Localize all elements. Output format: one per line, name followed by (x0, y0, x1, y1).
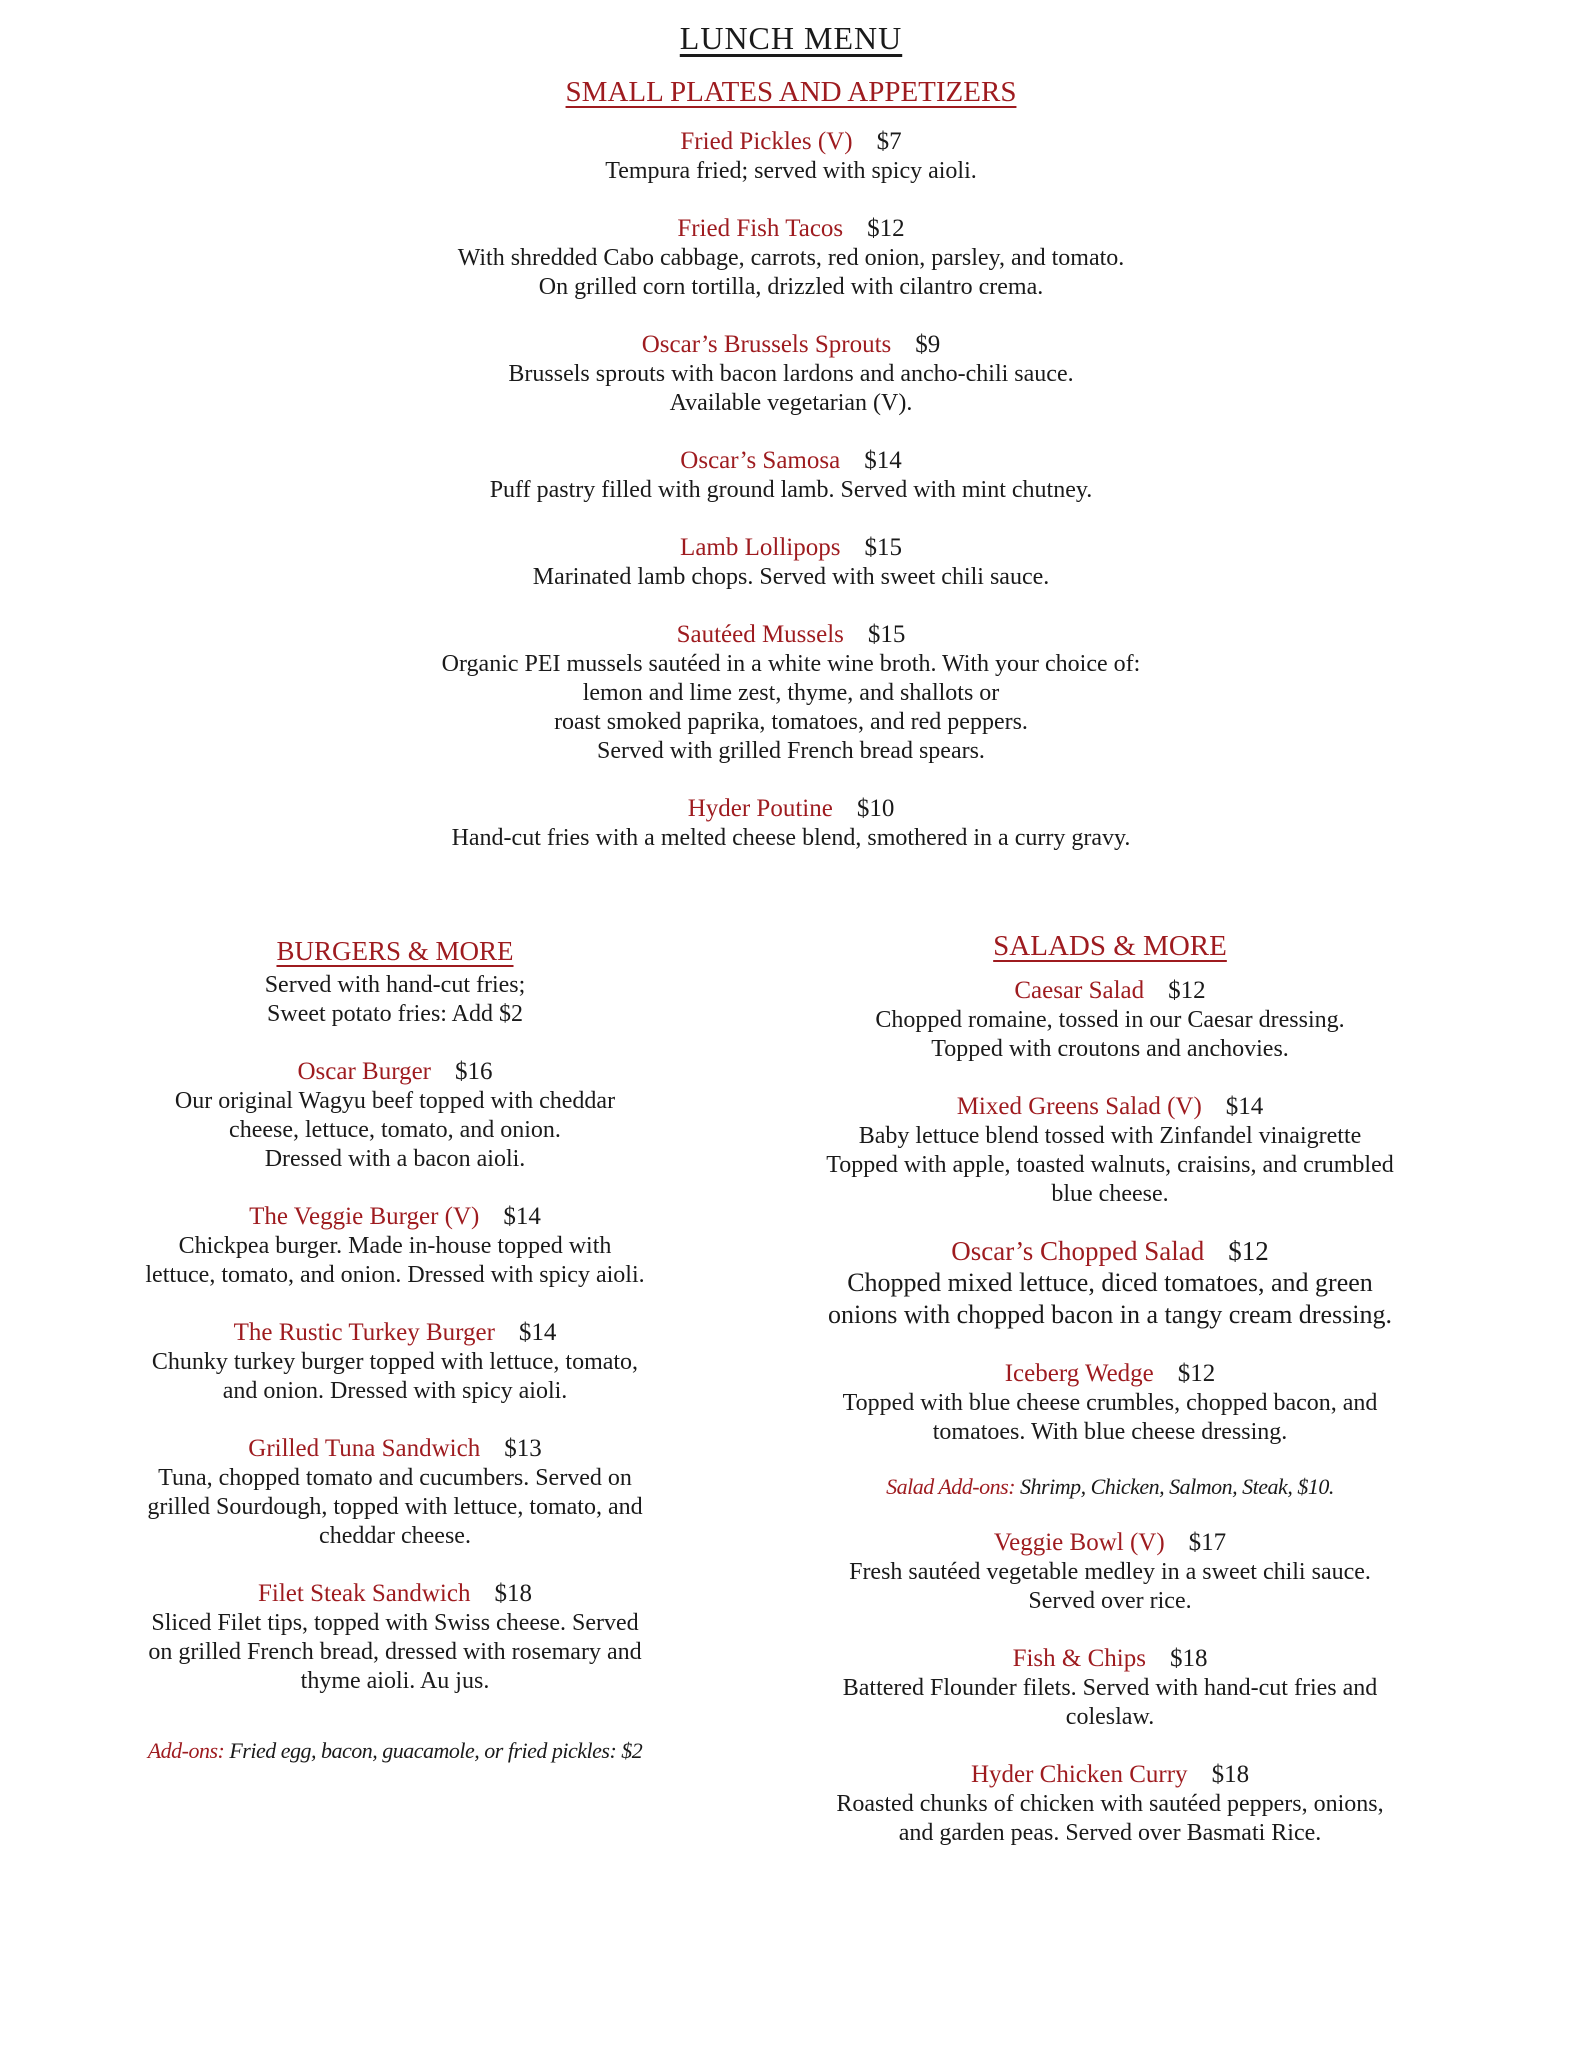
menu-item (790, 1236, 1430, 1331)
desc-line: Marinated lamb chops. Served with sweet chili sauce. (532, 564, 1050, 590)
menu-item-description (790, 1389, 1430, 1447)
menu-item (120, 1056, 670, 1174)
desc-line: Puff pastry filled with ground lamb. Served with mint chutney. (489, 477, 1093, 503)
menu-item-name: Fried Pickles (V) (680, 128, 853, 155)
menu-item-header (120, 1056, 670, 1087)
menu-item-name: Hyder Poutine (687, 795, 833, 822)
desc-line: blue cheese. (1051, 1181, 1169, 1207)
menu-item-name: Grilled Tuna Sandwich (248, 1435, 481, 1462)
desc-line: Served over rice. (1028, 1588, 1192, 1614)
desc-line: cheese, lettuce, tomato, and onion. (229, 1117, 561, 1143)
menu-item-price: $12 (867, 215, 905, 242)
menu-item (120, 1433, 670, 1551)
menu-item-name: Fried Fish Tacos (677, 215, 844, 242)
desc-line: Brussels sprouts with bacon lardons and ancho-chili sauce. (508, 361, 1074, 387)
addons-label: Add-ons: (147, 1738, 225, 1763)
desc-line: Dressed with a bacon aioli. (264, 1146, 526, 1172)
menu-item-name: Fish & Chips (1012, 1645, 1146, 1672)
addons-text: Fried egg, bacon, guacamole, or fried pickles: $2 (224, 1738, 643, 1763)
menu-item-name: Mixed Greens Salad (V) (956, 1093, 1202, 1120)
menu-item-price: $18 (494, 1580, 532, 1607)
desc-line: and onion. Dressed with spicy aioli. (222, 1378, 568, 1404)
menu-item (790, 1358, 1430, 1447)
menu-item-header (0, 445, 1582, 476)
menu-item-name: Caesar Salad (1014, 977, 1145, 1004)
desc-line: Chickpea burger. Made in-house topped with (178, 1233, 612, 1259)
iceberg-list (790, 1358, 1430, 1447)
desc-line: Topped with apple, toasted walnuts, craisins, and crumbled (826, 1152, 1394, 1178)
menu-item-description (790, 1674, 1430, 1732)
menu-item-description (120, 1464, 670, 1551)
menu-item-description (790, 1006, 1430, 1064)
menu-item (0, 793, 1582, 853)
menu-item-description (790, 1122, 1430, 1209)
menu-item-price: $14 (1225, 1093, 1264, 1120)
menu-item-price: $7 (876, 128, 902, 155)
menu-item-name: Lamb Lollipops (680, 534, 841, 561)
desc-line: lemon and lime zest, thyme, and shallots or (582, 680, 1000, 706)
menu-item-price: $15 (864, 534, 902, 561)
menu-item-description (0, 650, 1582, 766)
page-title: LUNCH MENU (679, 20, 903, 56)
menu-item-header (790, 1759, 1430, 1790)
desc-line: On grilled corn tortilla, drizzled with cilantro crema. (538, 274, 1044, 300)
menu-item-price: $12 (1228, 1236, 1269, 1266)
menu-item-name: Iceberg Wedge (1004, 1360, 1154, 1387)
desc-line: coleslaw. (1065, 1704, 1155, 1730)
menu-item-price: $12 (1177, 1360, 1216, 1387)
menu-item-header (120, 1201, 670, 1232)
desc-line: onions with chopped bacon in a tangy cream dressing. (828, 1300, 1392, 1329)
desc-line: Hand-cut fries with a melted cheese blend, smothered in a curry gravy. (451, 825, 1131, 851)
salad-addons-label: Salad Add-ons: (886, 1474, 1016, 1499)
desc-line: Roasted chunks of chicken with sautéed peppers, onions, (836, 1791, 1384, 1817)
menu-item-price: $15 (867, 621, 906, 648)
menu-item-header (790, 1236, 1430, 1267)
menu-item-description (0, 360, 1582, 418)
menu-item-description (0, 563, 1582, 592)
desc-line: cheddar cheese. (319, 1523, 471, 1549)
menu-item-description (790, 1267, 1430, 1331)
menu-item (790, 1759, 1430, 1848)
menu-item (120, 1317, 670, 1406)
menu-item (790, 1527, 1430, 1616)
menu-item-description (0, 244, 1582, 302)
menu-item (0, 213, 1582, 302)
desc-line: Chopped mixed lettuce, diced tomatoes, and green (847, 1268, 1373, 1297)
menu-item (0, 532, 1582, 592)
menu-item-price: $14 (518, 1319, 557, 1346)
desc-line: Sliced Filet tips, topped with Swiss cheese. Served (151, 1610, 639, 1636)
desc-line: Our original Wagyu beef topped with cheddar (174, 1088, 616, 1114)
menu-item-description (0, 157, 1582, 186)
menu-item-price: $14 (864, 447, 902, 474)
menu-item-description (120, 1232, 670, 1290)
menu-item-price: $13 (504, 1435, 542, 1462)
desc-line: Baby lettuce blend tossed with Zinfandel vinaigrette (858, 1123, 1362, 1149)
menu-item-header (120, 1317, 670, 1348)
menu-item (0, 619, 1582, 766)
menu-item (790, 1643, 1430, 1732)
menu-item-description (0, 476, 1582, 505)
desc-line: Organic PEI mussels sautéed in a white wine broth. With your choice of: (441, 651, 1141, 677)
menu-item-price: $10 (856, 795, 895, 822)
menu-item-price: $18 (1211, 1761, 1250, 1788)
menu-item-name: Oscar’s Samosa (680, 447, 841, 474)
menu-item-header (0, 213, 1582, 244)
menu-item-price: $14 (503, 1203, 541, 1230)
salad-addons-text: Shrimp, Chicken, Salmon, Steak, $10. (1015, 1474, 1334, 1499)
menu-item (0, 445, 1582, 505)
desc-line: lettuce, tomato, and onion. Dressed with spicy aioli. (145, 1262, 645, 1288)
desc-line: Fresh sautéed vegetable medley in a sweet chili sauce. (849, 1559, 1371, 1585)
menu-item-description (120, 1348, 670, 1406)
desc-line: Topped with blue cheese crumbles, chopped bacon, and (842, 1390, 1378, 1416)
menu-item (0, 126, 1582, 186)
desc-line: and garden peas. Served over Basmati Rice. (898, 1820, 1322, 1846)
desc-line: tomatoes. With blue cheese dressing. (932, 1419, 1288, 1445)
desc-line: Tempura fried; served with spicy aioli. (605, 158, 977, 184)
menu-item-header (120, 1433, 670, 1464)
menu-item-header (0, 619, 1582, 650)
desc-line: Sweet potato fries: Add $2 (267, 1001, 523, 1027)
menu-item (790, 975, 1430, 1064)
burgers-column (120, 936, 670, 1764)
burgers-addons (120, 1738, 670, 1764)
menu-item-name: The Rustic Turkey Burger (233, 1319, 495, 1346)
salads-list-b (790, 1527, 1430, 1848)
desc-line: Chopped romaine, tossed in our Caesar dressing. (875, 1007, 1345, 1033)
menu-item-header (0, 793, 1582, 824)
menu-item-header (790, 975, 1430, 1006)
menu-item-description (790, 1558, 1430, 1616)
salads-heading: SALADS & MORE (993, 930, 1227, 962)
menu-item-name: Filet Steak Sandwich (258, 1580, 471, 1607)
burgers-list (120, 1056, 670, 1696)
menu-item (120, 1201, 670, 1290)
menu-item-header (790, 1527, 1430, 1558)
menu-item-header (790, 1358, 1430, 1389)
menu-item-header (790, 1643, 1430, 1674)
menu-item-header (120, 1578, 670, 1609)
desc-line: With shredded Cabo cabbage, carrots, red onion, parsley, and tomato. (457, 245, 1125, 271)
menu-item-name: Veggie Bowl (V) (993, 1529, 1165, 1556)
chopped-salad-list (790, 1236, 1430, 1331)
menu-item (120, 1578, 670, 1696)
menu-item (790, 1091, 1430, 1209)
menu-item-header (0, 532, 1582, 563)
desc-line: grilled Sourdough, topped with lettuce, tomato, and (147, 1494, 643, 1520)
burgers-note (120, 971, 670, 1029)
small-plates-heading: SMALL PLATES AND APPETIZERS (565, 76, 1017, 108)
menu-item-name: Hyder Chicken Curry (970, 1761, 1188, 1788)
menu-item-name: Oscar’s Brussels Sprouts (641, 331, 892, 358)
menu-item-name: The Veggie Burger (V) (249, 1203, 480, 1230)
menu-item-name: Sautéed Mussels (676, 621, 844, 648)
menu-item-description (0, 824, 1582, 853)
desc-line: Battered Flounder filets. Served with hand-cut fries and (842, 1675, 1378, 1701)
menu-item-header (790, 1091, 1430, 1122)
salad-addons (790, 1474, 1430, 1500)
menu-item-header (0, 126, 1582, 157)
salads-list-a (790, 975, 1430, 1209)
desc-line: roast smoked paprika, tomatoes, and red peppers. (554, 709, 1028, 735)
desc-line: Served with grilled French bread spears. (597, 738, 985, 764)
menu-item-price: $9 (915, 331, 941, 358)
menu-item-name: Oscar Burger (297, 1058, 432, 1085)
desc-line: thyme aioli. Au jus. (300, 1668, 490, 1694)
menu-item-name: Oscar’s Chopped Salad (951, 1236, 1205, 1266)
menu-item-price: $17 (1188, 1529, 1227, 1556)
desc-line: Served with hand-cut fries; (264, 972, 526, 998)
menu-item-price: $12 (1168, 977, 1206, 1004)
desc-line: Tuna, chopped tomato and cucumbers. Served on (158, 1465, 632, 1491)
desc-line: Chunky turkey burger topped with lettuce, tomato, (151, 1349, 639, 1375)
desc-line: Available vegetarian (V). (669, 390, 913, 416)
menu-item-price: $16 (455, 1058, 493, 1085)
menu-item-description (790, 1790, 1430, 1848)
small-plates-list (0, 126, 1582, 880)
burgers-heading: BURGERS & MORE (276, 936, 514, 966)
menu-item-header (0, 329, 1582, 360)
salads-column (790, 930, 1430, 1875)
menu-item-price: $18 (1169, 1645, 1208, 1672)
desc-line: on grilled French bread, dressed with rosemary and (148, 1639, 642, 1665)
menu-item (0, 329, 1582, 418)
desc-line: Topped with croutons and anchovies. (931, 1036, 1289, 1062)
menu-item-description (120, 1609, 670, 1696)
menu-item-description (120, 1087, 670, 1174)
